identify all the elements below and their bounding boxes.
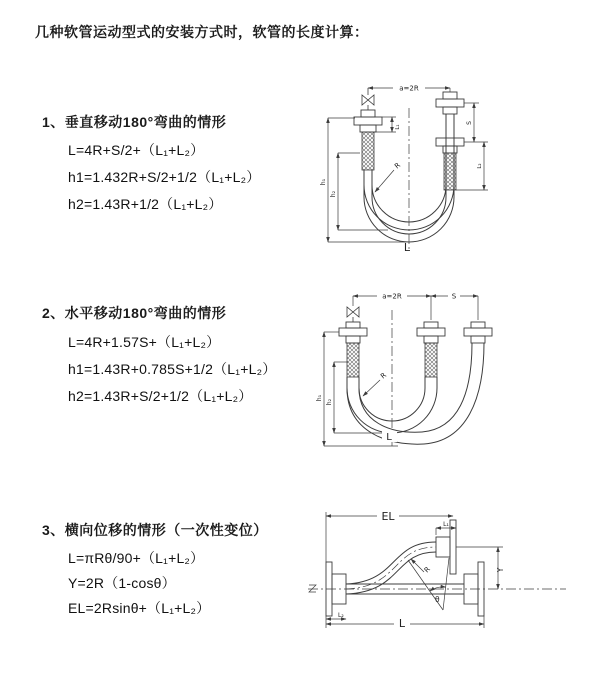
- section-2-formula-h2: h2=1.43R+S/2+1/2（L₁+L₂）: [68, 388, 253, 404]
- dim-label-s: S: [451, 292, 457, 301]
- dim-label-s: S: [466, 121, 473, 125]
- section-2-formula-L: L=4R+1.57S+（L₁+L₂）: [68, 334, 221, 350]
- section-1-formula-h1: h1=1.432R+S/2+1/2（L₁+L₂）: [68, 169, 261, 185]
- section-1-formula-L: L=4R+S/2+（L₁+L₂）: [68, 142, 205, 158]
- dim-label-a2r: a=2R: [399, 84, 419, 93]
- section-1-formula-h2: h2=1.43R+1/2（L₁+L₂）: [68, 196, 223, 212]
- braided-hose-section: [347, 343, 359, 377]
- dim-label-r: R: [393, 161, 403, 171]
- diagram-vertical-180-bend: [308, 70, 528, 255]
- braided-hose-section: [444, 153, 456, 190]
- dim-label-h1: h₁: [316, 394, 323, 402]
- dim-label-l1: L₁: [443, 521, 449, 528]
- dim-label-h2: h₂: [330, 190, 337, 198]
- dim-label-r: R: [422, 565, 432, 575]
- left-flange-fitting: [339, 322, 367, 343]
- dim-label-l2: L₂: [338, 612, 344, 619]
- section-1-heading: 1、垂直移动180°弯曲的情形: [42, 114, 227, 130]
- diagram-lateral-displacement: [298, 500, 578, 638]
- section-3-formula-EL: EL=2Rsinθ+（L₁+L₂）: [68, 600, 211, 616]
- braided-hose-section: [362, 132, 374, 170]
- section-3-formula-L: L=πRθ/90+（L₁+L₂）: [68, 550, 205, 566]
- dim-label-y: Y: [496, 567, 505, 573]
- middle-flange-fitting: [417, 322, 445, 343]
- valve-icon: [347, 307, 359, 322]
- dim-label-el: EL: [381, 510, 395, 523]
- page-title: 几种软管运动型式的安装方式时，软管的长度计算：: [35, 24, 369, 40]
- dimension-lines: [326, 512, 503, 628]
- right-flange-upper: [436, 92, 464, 114]
- section-2-heading: 2、水平移动180°弯曲的情形: [42, 305, 227, 321]
- right-flange-lower: [436, 138, 464, 153]
- dim-label-r: R: [379, 371, 389, 381]
- braided-hose-section: [425, 343, 437, 377]
- dim-label-h1: h₁: [320, 178, 327, 186]
- left-flange-fitting: [354, 110, 382, 132]
- dim-label-l2: L₂: [477, 163, 483, 169]
- section-2-formula-h1: h1=1.43R+0.785S+1/2（L₁+L₂）: [68, 361, 277, 377]
- valve-icon: [362, 88, 374, 110]
- dim-label-h2: h₂: [326, 398, 333, 406]
- dim-label-theta: θ: [435, 595, 440, 604]
- right-flange-fitting: [464, 322, 492, 343]
- dim-label-a2r: a=2R: [382, 292, 402, 301]
- centerline-break-mark: [309, 585, 316, 592]
- dimension-lines: [328, 88, 488, 242]
- dim-label-l1: L₁: [395, 124, 401, 130]
- dim-label-L: L: [403, 241, 411, 254]
- dim-label-L: L: [398, 617, 406, 630]
- hose-u-bend-position-2: [347, 343, 484, 444]
- diagram-horizontal-180-bend: [308, 282, 538, 450]
- dim-label-L: L: [386, 432, 392, 443]
- section-3-heading: 3、横向位移的情形（一次性变位）: [42, 522, 268, 538]
- section-3-formula-Y: Y=2R（1-cosθ）: [68, 575, 176, 591]
